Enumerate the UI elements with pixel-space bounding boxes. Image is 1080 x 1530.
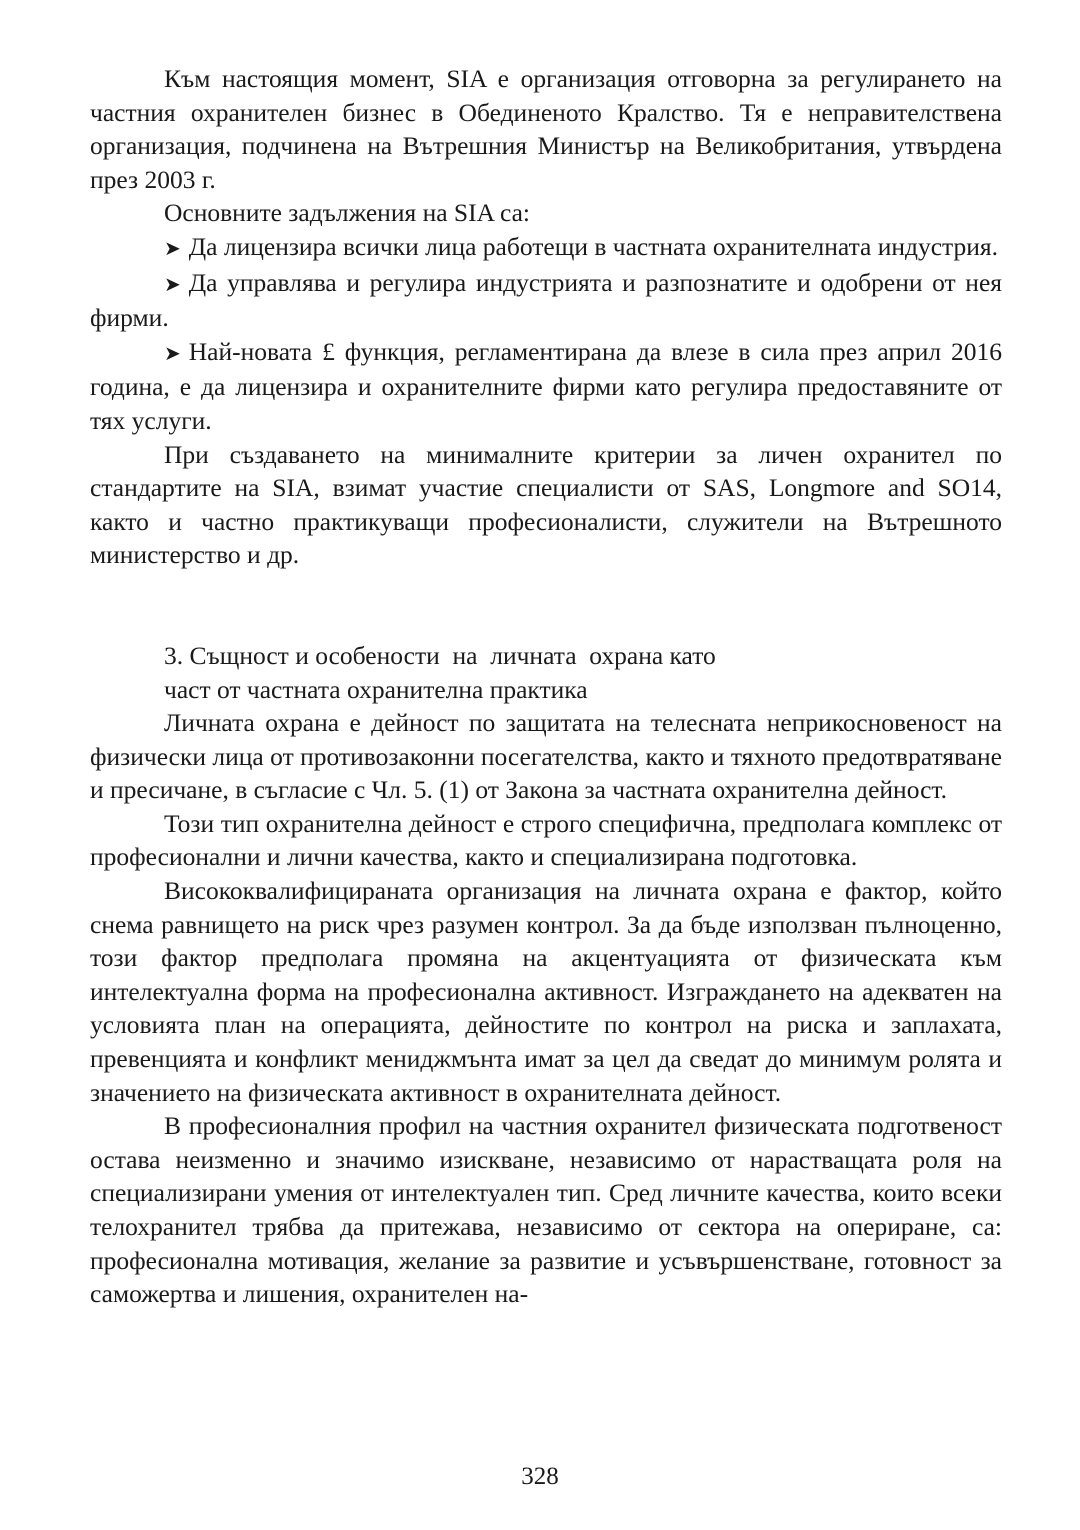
paragraph-organization: Висококвалифицираната организация на личната охрана е фактор, който снема равнището на риск чрез разумен контрол. За да бъде използван пълноценно, този фактор предполага промяна на акцентуацията от физическата към интелектуална форма на професионална активност. Изграждането на адекватен на условията план на операцията, дейностите по контрол на риска и заплахата, превенцията и конфликт мениджмънта имат за цел да сведат до минимум ролята и значението на физическата активност в охранителната дейност. — [90, 876, 1002, 1107]
paragraph-professional-profile: В професионалния профил на частния охранител физическата подготвеност остава неизменно и значимо изискване, независимо от нарастващата роля на специализирани умения от интелектуален тип. Сред личните качества, които всеки телохранител трябва да притежава, независимо от сектора на опериране, са: професионална мотивация, желание за развитие и усъвършенстване, готовност за саможертва и лишения, охранителен на- — [90, 1111, 1002, 1309]
bullet-text: Да лицензира всички лица работещи в частната охранителната индустрия. — [188, 231, 999, 261]
bullet-text: Да управлява и регулира индустрията и разпознатите и одобрени от нея фирми. — [90, 267, 1002, 333]
paragraph-sia-intro: Към настоящия момент, SIA е организация отговорна за регулирането на частния охранителен бизнес в Обединеното Кралство. Тя е неправителствена организация, подчинена на Вътрешния Министър на Великобритания, утвърдена през 2003 г. — [90, 64, 1002, 194]
bullet-item — [90, 335, 1002, 438]
page-number: 328 — [521, 1463, 559, 1490]
section-heading-line1: 3. Същност и особености на личната охрана като — [164, 640, 716, 670]
paragraph-activity-type: Този тип охранителна дейност е строго специфична, предполага комплекс от професионални и лични качества, както и специализирана подготовка. — [90, 808, 1002, 872]
bullet-item — [90, 266, 1002, 335]
paragraph-personal-protection-definition: Личната охрана е дейност по защитата на телесната неприкосновеност на физически лица от противозаконни посегателства, както и тяхното предотвратяване и пресичане, в съгласие с Чл. 5. (1) от Закона за частната охранителна дейност. — [90, 708, 1002, 805]
section-spacer — [90, 572, 1002, 639]
bullet-text: Най-новата £ функция, регламентирана да влезе в сила през април 2016 година, е да лицензира и охранителните фирми като регулира предоставяните от тях услуги. — [90, 336, 1002, 435]
bullet-item — [90, 230, 1002, 266]
paragraph-sia-duties-intro: Основните задължения на SIA са: — [164, 198, 531, 228]
section-heading-line2: част от частната охранителна практика — [164, 674, 588, 704]
paragraph-sia-standards: При създаването на минималните критерии за личен охранител по стандартите на SIA, взимат участие специалисти от SAS, Longmore and SO14, както и частно практикуващи професионалисти, служители на Вътрешното министерство и др. — [90, 439, 1002, 570]
right-arrowhead-icon: ➤ — [164, 271, 181, 296]
right-arrowhead-icon: ➤ — [164, 235, 181, 260]
right-arrowhead-icon: ➤ — [164, 340, 181, 365]
